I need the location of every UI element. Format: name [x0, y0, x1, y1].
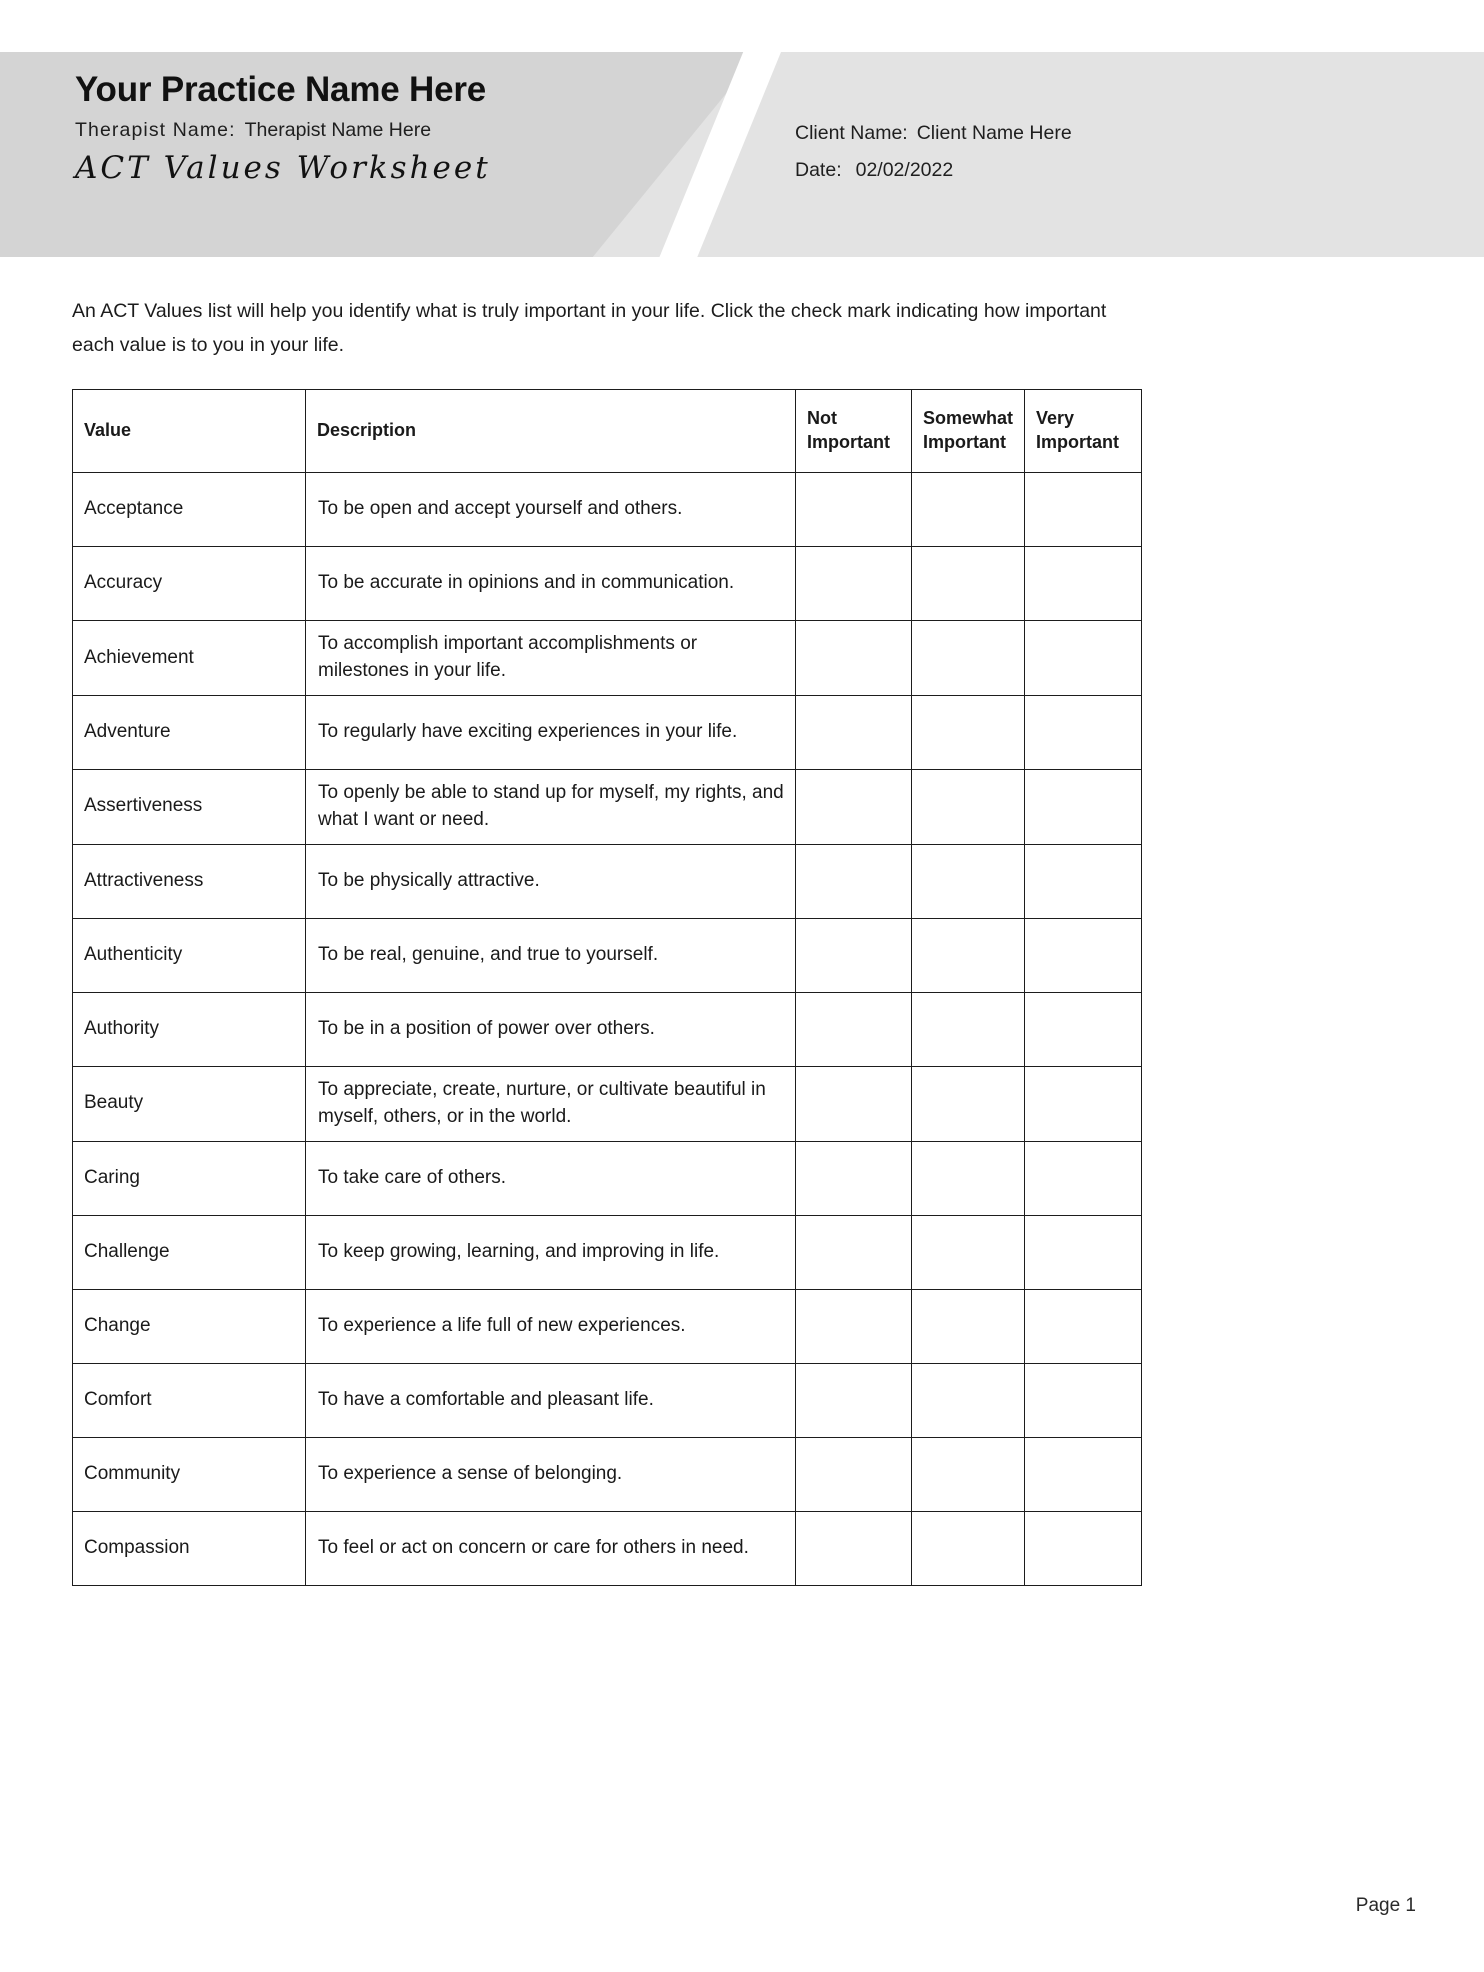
cell-description: To keep growing, learning, and improving in life.: [306, 1215, 796, 1289]
table-row: [73, 1141, 1142, 1215]
cell-value: Assertiveness: [73, 770, 306, 845]
cell-value: Attractiveness: [73, 844, 306, 918]
checkbox-cell-not-important[interactable]: [796, 1289, 912, 1363]
table-header: [73, 390, 1142, 473]
column-header-value-line1: Value: [84, 420, 132, 441]
checkbox-cell-very-important[interactable]: [1025, 696, 1142, 770]
client-name-value: Client Name Here: [916, 122, 1072, 144]
cell-description: To accomplish important accomplishments or milestones in your life.: [306, 621, 796, 696]
checkbox-cell-very-important[interactable]: [1025, 1511, 1142, 1585]
checkbox-cell-somewhat-important[interactable]: [912, 1289, 1025, 1363]
checkbox-cell-not-important[interactable]: [796, 844, 912, 918]
checkbox-cell-not-important[interactable]: [796, 621, 912, 696]
checkbox-cell-somewhat-important[interactable]: [912, 621, 1025, 696]
cell-description: To be in a position of power over others.: [306, 992, 796, 1066]
cell-description: To be accurate in opinions and in communication.: [306, 547, 796, 621]
checkbox-cell-not-important[interactable]: [796, 473, 912, 547]
checkbox-cell-very-important[interactable]: [1025, 770, 1142, 845]
checkbox-cell-somewhat-important[interactable]: [912, 1437, 1025, 1511]
checkbox-cell-very-important[interactable]: [1025, 1215, 1142, 1289]
cell-value: Change: [73, 1289, 306, 1363]
cell-description: To feel or act on concern or care for others in need.: [306, 1511, 796, 1585]
checkbox-cell-somewhat-important[interactable]: [912, 1363, 1025, 1437]
checkbox-cell-somewhat-important[interactable]: [912, 1511, 1025, 1585]
checkbox-cell-somewhat-important[interactable]: [912, 696, 1025, 770]
checkbox-cell-somewhat-important[interactable]: [912, 1215, 1025, 1289]
client-name-label: Client Name:: [795, 122, 908, 144]
cell-description: To appreciate, create, nurture, or cultivate beautiful in myself, others, or in the world.: [306, 1066, 796, 1141]
checkbox-cell-very-important[interactable]: [1025, 1437, 1142, 1511]
checkbox-cell-not-important[interactable]: [796, 1437, 912, 1511]
checkbox-cell-not-important[interactable]: [796, 992, 912, 1066]
date-value: 02/02/2022: [855, 159, 954, 181]
table-row: [73, 696, 1142, 770]
cell-description: To openly be able to stand up for myself, my rights, and what I want or need.: [306, 770, 796, 845]
therapist-name-row: [75, 119, 491, 142]
checkbox-cell-somewhat-important[interactable]: [912, 992, 1025, 1066]
cell-value: Authority: [73, 992, 306, 1066]
checkbox-cell-somewhat-important[interactable]: [912, 770, 1025, 845]
checkbox-cell-somewhat-important[interactable]: [912, 473, 1025, 547]
checkbox-cell-not-important[interactable]: [796, 918, 912, 992]
checkbox-cell-not-important[interactable]: [796, 696, 912, 770]
header-left-content: [75, 70, 491, 186]
document-header-banner: [0, 52, 1484, 257]
cell-description: To be physically attractive.: [306, 844, 796, 918]
checkbox-cell-very-important[interactable]: [1025, 918, 1142, 992]
cell-description: To have a comfortable and pleasant life.: [306, 1363, 796, 1437]
cell-value: Community: [73, 1437, 306, 1511]
checkbox-cell-somewhat-important[interactable]: [912, 1066, 1025, 1141]
checkbox-cell-very-important[interactable]: [1025, 473, 1142, 547]
practice-name: Your Practice Name Here: [75, 70, 487, 109]
checkbox-cell-somewhat-important[interactable]: [912, 844, 1025, 918]
checkbox-cell-somewhat-important[interactable]: [912, 918, 1025, 992]
cell-description: To experience a life full of new experiences.: [306, 1289, 796, 1363]
table-row: [73, 621, 1142, 696]
checkbox-cell-very-important[interactable]: [1025, 547, 1142, 621]
column-header-not-important: [796, 390, 912, 473]
column-header-very-important-line2: Important: [1036, 432, 1119, 453]
checkbox-cell-very-important[interactable]: [1025, 992, 1142, 1066]
column-header-very-important-line1: Very: [1036, 408, 1075, 429]
table-row: [73, 992, 1142, 1066]
checkbox-cell-very-important[interactable]: [1025, 844, 1142, 918]
cell-value: Beauty: [73, 1066, 306, 1141]
checkbox-cell-not-important[interactable]: [796, 1215, 912, 1289]
checkbox-cell-not-important[interactable]: [796, 1511, 912, 1585]
column-header-value: [73, 390, 306, 473]
cell-value: Caring: [73, 1141, 306, 1215]
date-label: Date:: [795, 159, 842, 181]
column-header-very-important: [1025, 390, 1142, 473]
checkbox-cell-very-important[interactable]: [1025, 621, 1142, 696]
checkbox-cell-very-important[interactable]: [1025, 1066, 1142, 1141]
checkbox-cell-very-important[interactable]: [1025, 1141, 1142, 1215]
header-right-content: [795, 122, 1072, 182]
table-row: [73, 918, 1142, 992]
checkbox-cell-somewhat-important[interactable]: [912, 1141, 1025, 1215]
act-values-table: [72, 389, 1142, 1586]
table-row: [73, 844, 1142, 918]
column-header-not-important-line1: Not: [807, 408, 837, 429]
cell-value: Accuracy: [73, 547, 306, 621]
therapist-name-label: Therapist Name:: [75, 119, 236, 142]
checkbox-cell-not-important[interactable]: [796, 1141, 912, 1215]
cell-value: Comfort: [73, 1363, 306, 1437]
page-number: Page 1: [1355, 1895, 1416, 1916]
table-row: [73, 1437, 1142, 1511]
cell-value: Authenticity: [73, 918, 306, 992]
checkbox-cell-very-important[interactable]: [1025, 1363, 1142, 1437]
column-header-description-line1: Description: [317, 420, 417, 441]
table-row: [73, 547, 1142, 621]
cell-value: Challenge: [73, 1215, 306, 1289]
instructions-paragraph: An ACT Values list will help you identify what is truly important in your life. Click the check mark indicating how important each value is to you in your life.: [72, 300, 1107, 356]
cell-value: Adventure: [73, 696, 306, 770]
cell-description: To be real, genuine, and true to yourself.: [306, 918, 796, 992]
table-body: [73, 473, 1142, 1586]
column-header-somewhat-important: [912, 390, 1025, 473]
table-row: [73, 1363, 1142, 1437]
cell-description: To be open and accept yourself and others.: [306, 473, 796, 547]
checkbox-cell-very-important[interactable]: [1025, 1289, 1142, 1363]
table-row: [73, 1215, 1142, 1289]
column-header-not-important-line2: Important: [807, 432, 890, 453]
cell-description: To take care of others.: [306, 1141, 796, 1215]
date-row: [795, 159, 1072, 182]
checkbox-cell-not-important[interactable]: [796, 547, 912, 621]
cell-value: Compassion: [73, 1511, 306, 1585]
table-row: [73, 770, 1142, 845]
checkbox-cell-not-important[interactable]: [796, 770, 912, 845]
cell-description: To experience a sense of belonging.: [306, 1437, 796, 1511]
table-row: [73, 1511, 1142, 1585]
checkbox-cell-somewhat-important[interactable]: [912, 547, 1025, 621]
cell-value: Achievement: [73, 621, 306, 696]
cell-value: Acceptance: [73, 473, 306, 547]
column-header-somewhat-important-line2: Important: [923, 432, 1006, 453]
client-name-row: [795, 122, 1072, 145]
cell-description: To regularly have exciting experiences in your life.: [306, 696, 796, 770]
table-row: [73, 1289, 1142, 1363]
column-header-somewhat-important-line1: Somewhat: [923, 408, 1014, 429]
column-header-description: [306, 390, 796, 473]
therapist-name-value: Therapist Name Here: [244, 119, 432, 142]
table-row: [73, 1066, 1142, 1141]
checkbox-cell-not-important[interactable]: [796, 1066, 912, 1141]
table-header-row: [73, 390, 1142, 473]
worksheet-title: ACT Values Worksheet: [75, 150, 491, 187]
table-row: [73, 473, 1142, 547]
checkbox-cell-not-important[interactable]: [796, 1363, 912, 1437]
